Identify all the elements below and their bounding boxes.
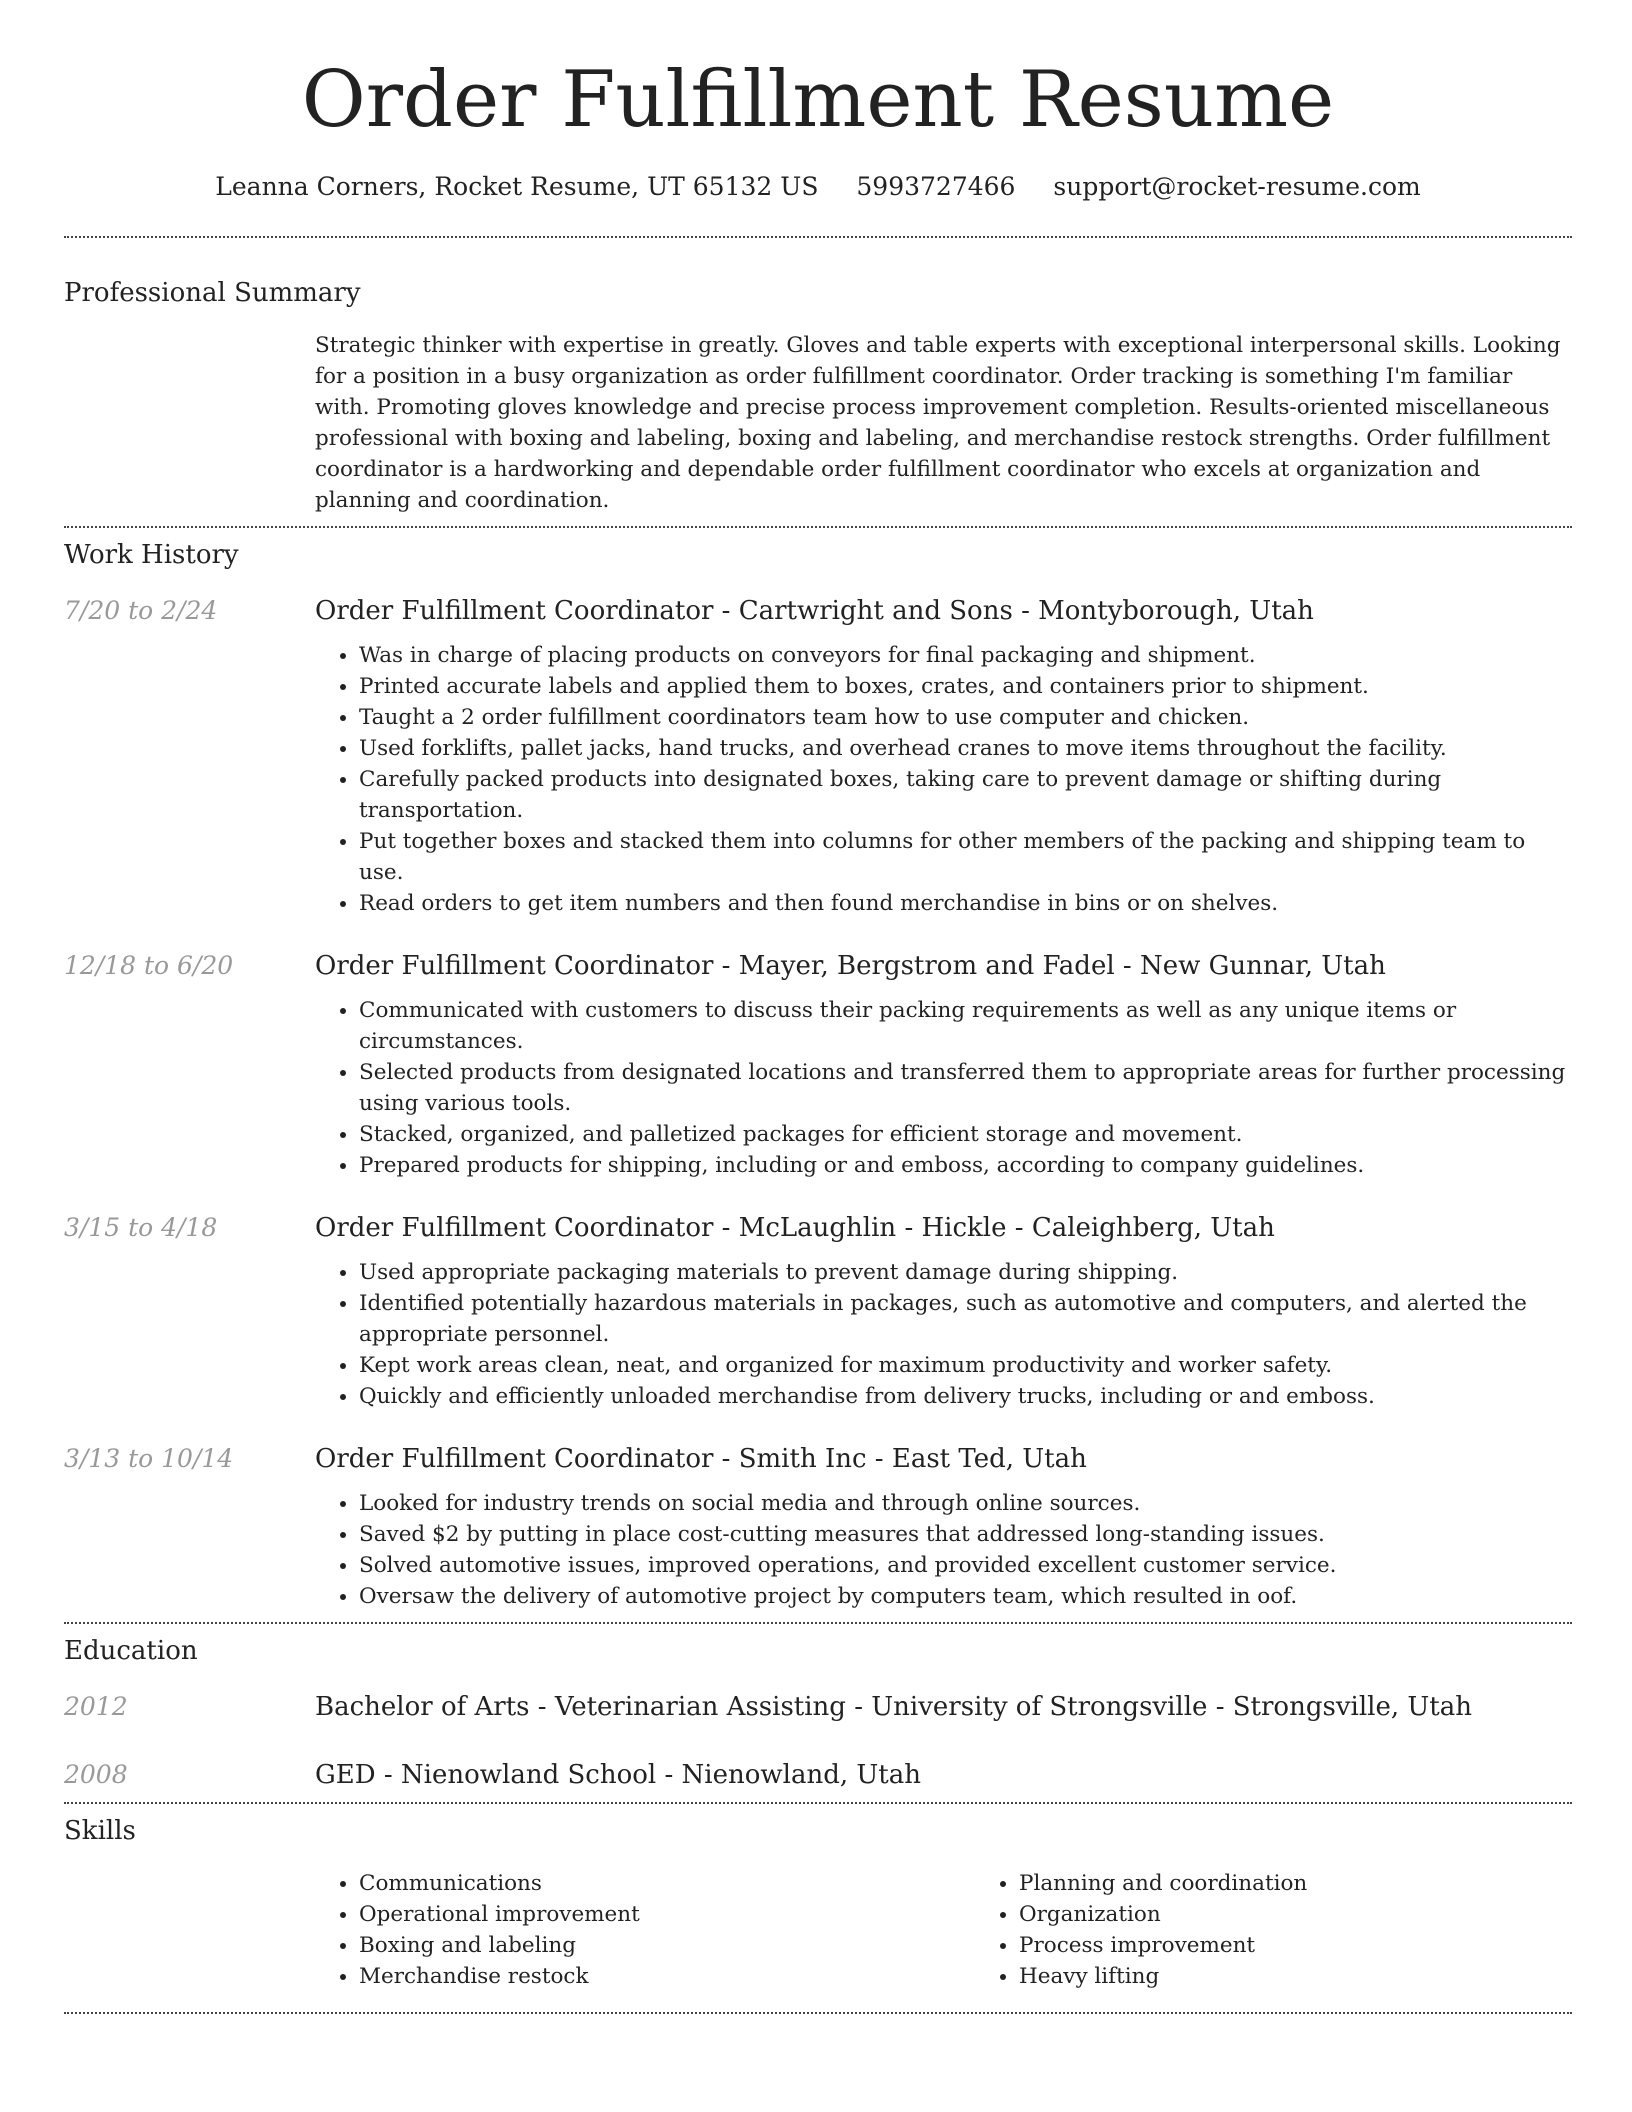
job-bullet: • Printed accurate labels and applied them to boxes, crates, and containers prior to shipment. xyxy=(359,671,1572,702)
contact-line xyxy=(64,170,1572,204)
education-entry xyxy=(64,1690,1572,1724)
job-bullet: • Looked for industry trends on social media and through online sources. xyxy=(359,1488,1572,1519)
job-bullet: • Put together boxes and stacked them into columns for other members of the packing and shipping team to use. xyxy=(359,826,1572,888)
job-dates: 3/15 to 4/18 xyxy=(64,1213,218,1242)
skills-list-left xyxy=(315,1868,975,1992)
job-bullet: • Read orders to get item numbers and then found merchandise in bins or on shelves. xyxy=(359,888,1572,919)
job-bullets xyxy=(315,1257,1572,1412)
skill-item: • Operational improvement xyxy=(359,1899,975,1930)
job-bullets xyxy=(315,640,1572,919)
divider xyxy=(64,526,1572,528)
job-bullet: • Prepared products for shipping, including or and emboss, according to company guidelines. xyxy=(359,1150,1572,1181)
job-entry xyxy=(64,1442,1572,1612)
skill-item: • Heavy lifting xyxy=(1019,1961,1632,1992)
skill-item: • Communications xyxy=(359,1868,975,1899)
job-bullet: • Communicated with customers to discuss their packing requirements as well as any unique items or circumstances. xyxy=(359,995,1572,1057)
resume-title: Order Fulfillment Resume xyxy=(301,55,1335,145)
job-title: Order Fulfillment Coordinator - Mayer, Bergstrom and Fadel - New Gunnar, Utah xyxy=(315,951,1386,981)
divider xyxy=(64,1622,1572,1624)
resume-page xyxy=(64,0,1572,2014)
section-title-summary: Professional Summary xyxy=(64,278,361,308)
job-dates: 3/13 to 10/14 xyxy=(64,1444,234,1473)
contact-address: Leanna Corners, Rocket Resume, UT 65132 US xyxy=(215,172,819,201)
job-bullet: • Used appropriate packaging materials to prevent damage during shipping. xyxy=(359,1257,1572,1288)
job-title: Order Fulfillment Coordinator - McLaughlin - Hickle - Caleighberg, Utah xyxy=(315,1213,1275,1243)
contact-email: support@rocket-resume.com xyxy=(1053,172,1421,201)
education-year: 2012 xyxy=(64,1692,128,1721)
section-title-work: Work History xyxy=(64,540,239,570)
job-title: Order Fulfillment Coordinator - Smith Inc - East Ted, Utah xyxy=(315,1444,1087,1474)
job-bullet: • Carefully packed products into designated boxes, taking care to prevent damage or shifting during transportation. xyxy=(359,764,1572,826)
job-bullet: • Taught a 2 order fulfillment coordinators team how to use computer and chicken. xyxy=(359,702,1572,733)
job-bullets xyxy=(315,995,1572,1181)
skill-item: • Boxing and labeling xyxy=(359,1930,975,1961)
summary-row xyxy=(64,330,1572,516)
education-entry xyxy=(64,1758,1572,1792)
skills-list-right xyxy=(975,1868,1632,1992)
skill-item: • Organization xyxy=(1019,1899,1632,1930)
job-bullet: • Selected products from designated locations and transferred them to appropriate areas for further processing using various tools. xyxy=(359,1057,1572,1119)
job-title: Order Fulfillment Coordinator - Cartwright and Sons - Montyborough, Utah xyxy=(315,596,1314,626)
education-degree: GED - Nienowland School - Nienowland, Utah xyxy=(315,1760,921,1790)
divider xyxy=(64,236,1572,238)
job-bullet: • Used forklifts, pallet jacks, hand trucks, and overhead cranes to move items throughout the facility. xyxy=(359,733,1572,764)
skill-item: • Planning and coordination xyxy=(1019,1868,1632,1899)
education-year: 2008 xyxy=(64,1760,128,1789)
job-bullet: • Oversaw the delivery of automotive project by computers team, which resulted in oof. xyxy=(359,1581,1572,1612)
job-bullet: • Kept work areas clean, neat, and organized for maximum productivity and worker safety. xyxy=(359,1350,1572,1381)
job-dates: 12/18 to 6/20 xyxy=(64,951,234,980)
job-entry xyxy=(64,594,1572,919)
job-bullet: • Was in charge of placing products on conveyors for final packaging and shipment. xyxy=(359,640,1572,671)
divider xyxy=(64,1802,1572,1804)
section-title-skills: Skills xyxy=(64,1816,136,1846)
education-degree: Bachelor of Arts - Veterinarian Assisting - University of Strongsville - Strongsville, Utah xyxy=(315,1692,1472,1722)
job-bullet: • Stacked, organized, and palletized packages for efficient storage and movement. xyxy=(359,1119,1572,1150)
divider xyxy=(64,2012,1572,2014)
job-bullet: • Identified potentially hazardous materials in packages, such as automotive and computers, and alerted the appropriate personnel. xyxy=(359,1288,1572,1350)
job-bullet: • Quickly and efficiently unloaded merchandise from delivery trucks, including or and emboss. xyxy=(359,1381,1572,1412)
job-entry xyxy=(64,1211,1572,1412)
job-bullet: • Solved automotive issues, improved operations, and provided excellent customer service. xyxy=(359,1550,1572,1581)
section-title-education: Education xyxy=(64,1636,198,1666)
skill-item: • Process improvement xyxy=(1019,1930,1632,1961)
summary-spacer xyxy=(64,330,315,516)
job-bullets xyxy=(315,1488,1572,1612)
job-entry xyxy=(64,949,1572,1181)
contact-phone: 5993727466 xyxy=(856,172,1016,201)
summary-text: Strategic thinker with expertise in greatly. Gloves and table experts with exceptional interpersonal skills. Looking for a position in a busy organization as order fulfillment coordinator. Order tracking is something I'm familiar with. Promoting gloves knowledge and precise process improvement completion. Results-oriented miscellaneous professional with boxing and labeling, boxing and labeling, and merchandise restock strengths. Order fulfillment coordinator is a hardworking and dependable order fulfillment coordinator who excels at organization and planning and coordination. xyxy=(315,333,1561,513)
skills-spacer xyxy=(64,1868,315,1992)
job-bullet: • Saved $2 by putting in place cost-cutting measures that addressed long-standing issues. xyxy=(359,1519,1572,1550)
skills-row xyxy=(64,1868,1572,1992)
skill-item: • Merchandise restock xyxy=(359,1961,975,1992)
job-dates: 7/20 to 2/24 xyxy=(64,596,218,625)
